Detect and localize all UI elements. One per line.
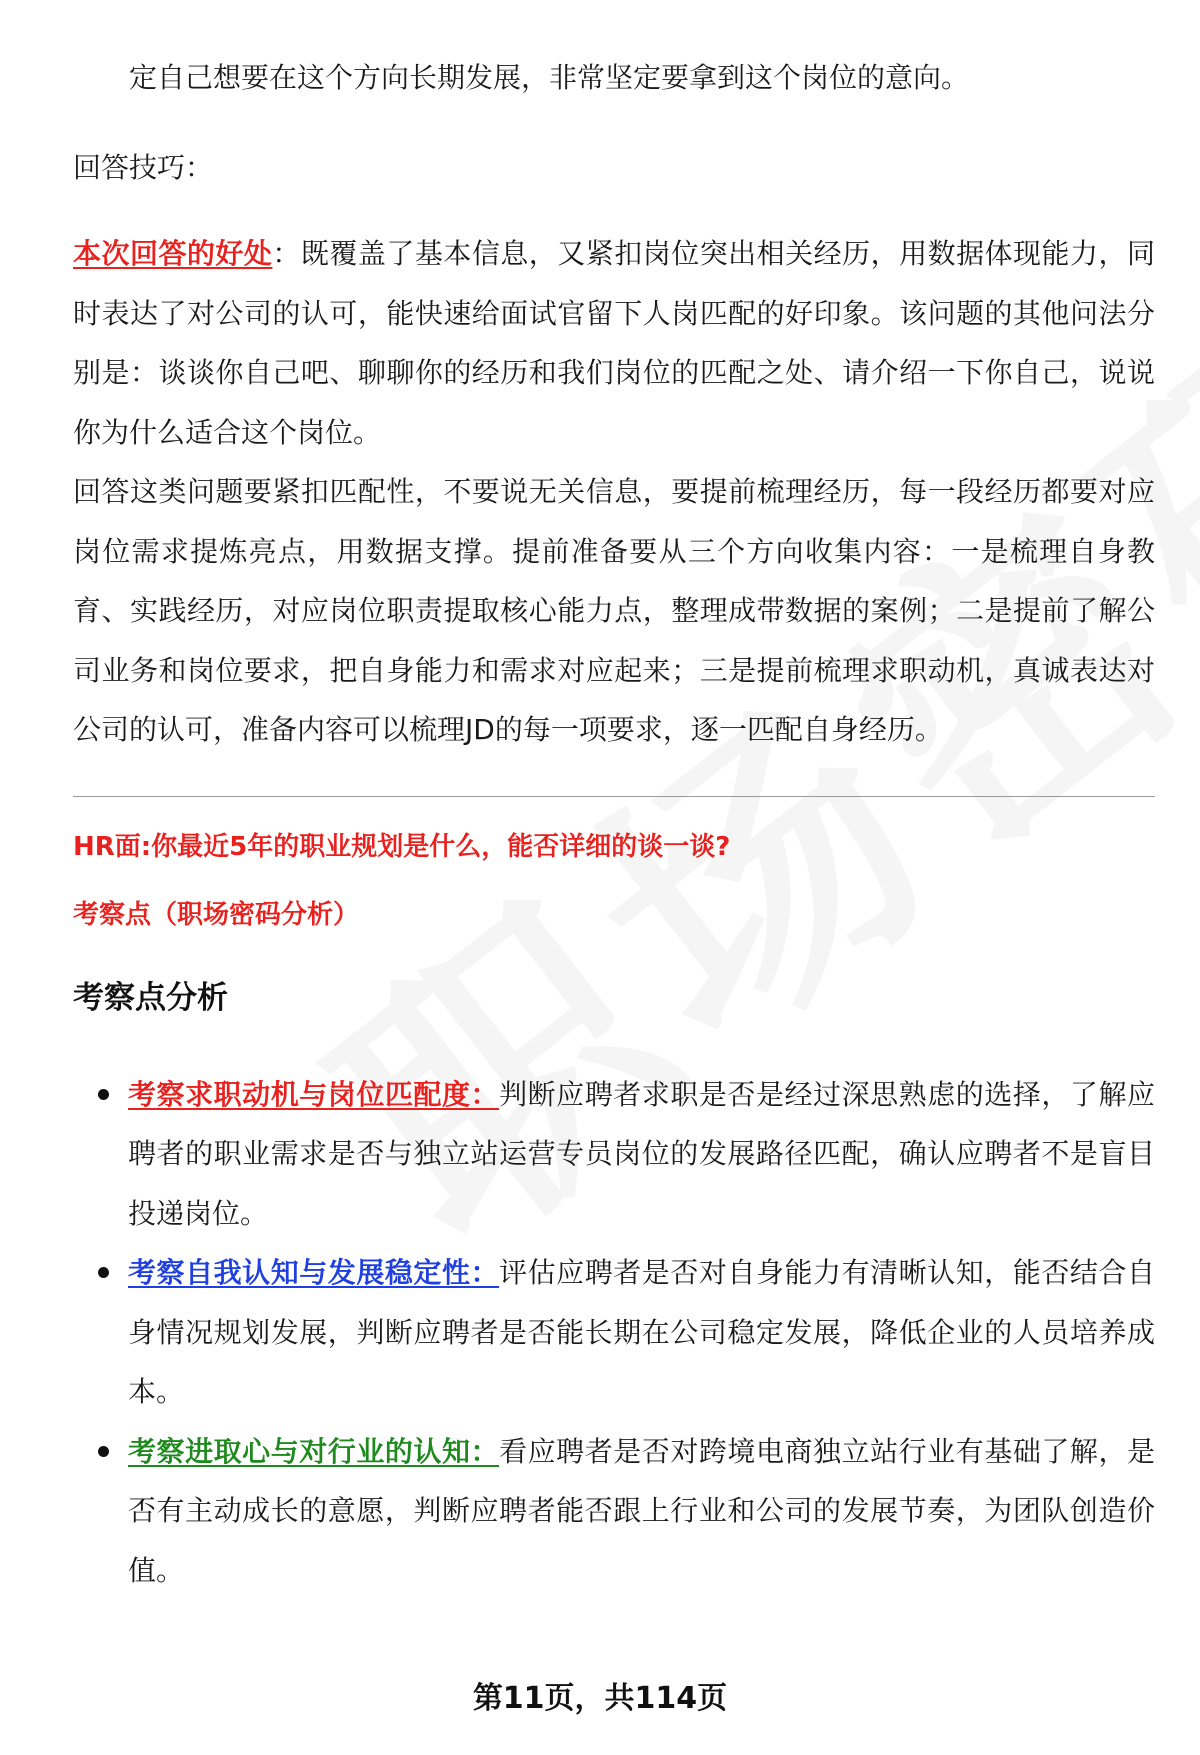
list-item bbox=[73, 1243, 1155, 1422]
tips-label: 回答技巧： bbox=[73, 151, 214, 184]
page-number: 第11页，共114页 bbox=[472, 1681, 728, 1716]
advice-paragraph: 回答这类问题要紧扣匹配性，不要说无关信息，要提前梳理经历，每一段经历都要对应岗位需求提炼亮点，用数据支撑。提前准备要从三个方向收集内容：一是梳理自身教育、实践经历，对应岗位职责提取核心能力点，整理成带数据的案例；二是提前了解公司业务和岗位要求，把自身能力和需求对应起来；三是提前梳理求职动机，真诚表达对公司的认可，准备内容可以梳理JD的每一项要求，逐一匹配自身经历。 bbox=[73, 475, 1155, 746]
benefit-paragraph bbox=[73, 224, 1155, 462]
section-divider bbox=[73, 796, 1155, 797]
bullet-icon bbox=[98, 1267, 109, 1278]
point-keyword: 考察自我认知与发展稳定性： bbox=[128, 1256, 500, 1289]
list-item bbox=[73, 1065, 1155, 1244]
benefit-separator: ： bbox=[272, 237, 301, 270]
list-item bbox=[73, 1422, 1155, 1601]
bullet-icon bbox=[98, 1089, 109, 1100]
benefit-label: 本次回答的好处 bbox=[73, 237, 273, 270]
point-text: 评估应聘者是否对自身能力有清晰认知，能否结合自身情况规划发展，判断应聘者是否能长期在公司稳定发展，降低企业的人员培养成本。 bbox=[128, 1256, 1155, 1408]
benefit-text: 既覆盖了基本信息，又紧扣岗位突出相关经历，用数据体现能力，同时表达了对公司的认可，能快速给面试官留下人岗匹配的好印象。该问题的其他问法分别是：谈谈你自己吧、聊聊你的经历和我们岗位的匹配之处、请介绍一下你自己，说说你为什么适合这个岗位。 bbox=[73, 237, 1155, 449]
analysis-points-list bbox=[73, 1065, 1155, 1601]
continuation-line: 定自己想要在这个方向长期发展，非常坚定要拿到这个岗位的意向。 bbox=[129, 61, 970, 94]
analysis-title: 考察点分析 bbox=[73, 979, 228, 1016]
point-keyword: 考察求职动机与岗位匹配度： bbox=[128, 1077, 500, 1111]
point-text: 判断应聘者求职是否是经过深思熟虑的选择，了解应聘者的职业需求是否与独立站运营专员岗位的发展路径匹配，确认应聘者不是盲目投递岗位。 bbox=[128, 1077, 1155, 1230]
focus-label: 考察点（职场密码分析） bbox=[73, 899, 360, 930]
hr-question-title: HR面:你最近5年的职业规划是什么，能否详细的谈一谈? bbox=[73, 831, 731, 862]
point-text: 看应聘者是否对跨境电商独立站行业有基础了解，是否有主动成长的意愿，判断应聘者能否跟上行业和公司的发展节奏，为团队创造价值。 bbox=[128, 1434, 1155, 1587]
page-content bbox=[73, 56, 1155, 1600]
bullet-icon bbox=[98, 1446, 109, 1457]
point-keyword: 考察进取心与对行业的认知： bbox=[128, 1434, 500, 1468]
